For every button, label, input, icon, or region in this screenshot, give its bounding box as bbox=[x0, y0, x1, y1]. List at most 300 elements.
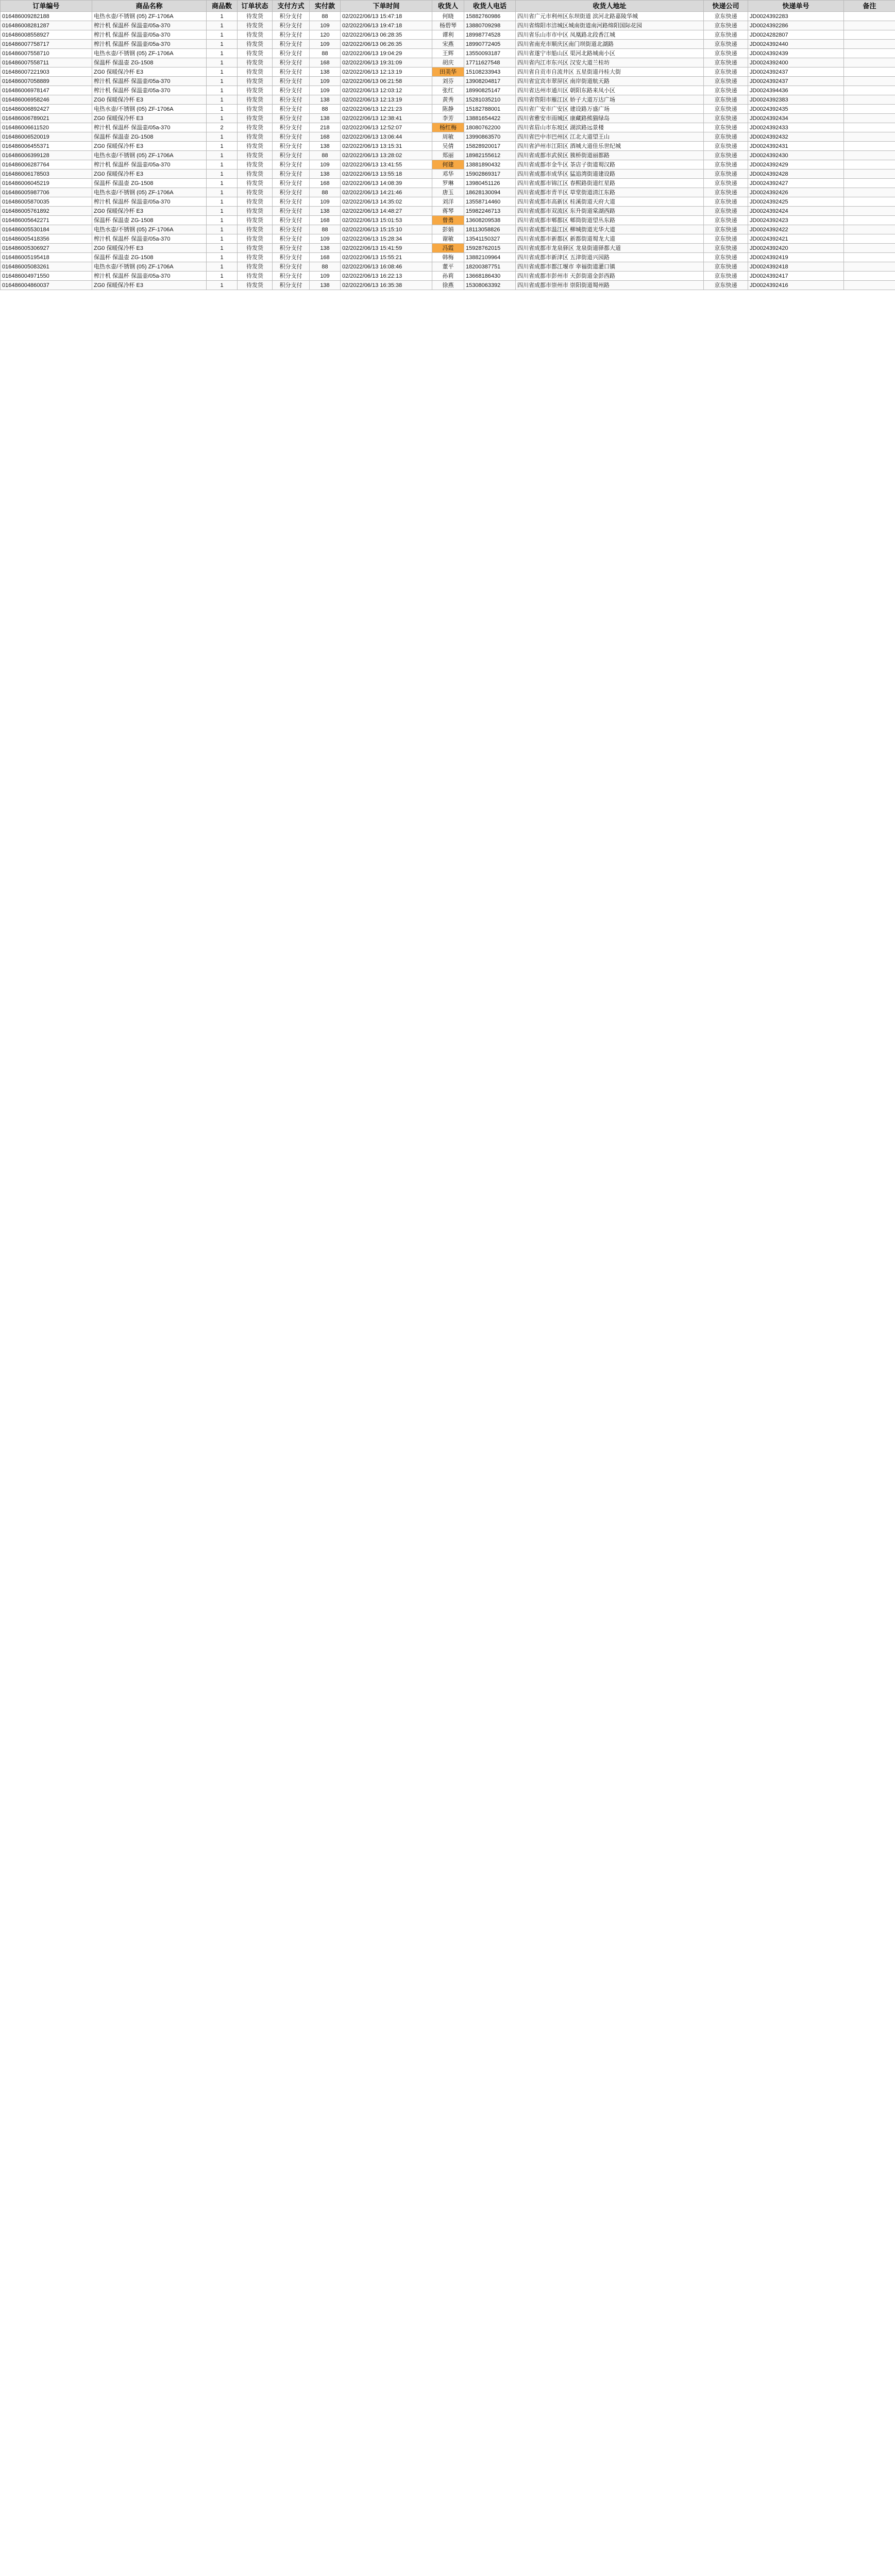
table-cell: 109 bbox=[310, 160, 341, 170]
table-cell: 02/2022/06/13 13:15:31 bbox=[341, 142, 432, 151]
table-cell: JD0024392426 bbox=[748, 188, 844, 197]
table-cell: 1 bbox=[207, 160, 238, 170]
table-cell: 四川省巴中市巴州区 江北大道望王山 bbox=[516, 132, 704, 142]
table-cell: 016486005083261 bbox=[1, 262, 92, 272]
table-cell: 88 bbox=[310, 151, 341, 160]
table-cell: 88 bbox=[310, 188, 341, 197]
table-row bbox=[1, 281, 895, 290]
table-cell: 待发货 bbox=[238, 188, 273, 197]
table-cell: ZG0 保暖保冷杯 E3 bbox=[92, 281, 207, 290]
table-cell: 京东快递 bbox=[704, 40, 748, 49]
table-cell: 13882109964 bbox=[464, 253, 516, 262]
table-cell: 1 bbox=[207, 142, 238, 151]
table-row bbox=[1, 77, 895, 86]
table-cell: 88 bbox=[310, 105, 341, 114]
table-cell: 四川省成都市彭州市 天彭街道金彭西路 bbox=[516, 272, 704, 281]
table-cell: 李芳 bbox=[432, 114, 464, 123]
table-cell bbox=[844, 67, 895, 77]
table-cell: 黄秀 bbox=[432, 95, 464, 105]
table-cell: 冯霞 bbox=[432, 244, 464, 253]
table-cell: 2 bbox=[207, 123, 238, 132]
table-cell: 待发货 bbox=[238, 30, 273, 40]
table-cell: 016486006045219 bbox=[1, 179, 92, 188]
table-cell bbox=[844, 114, 895, 123]
table-cell: 待发货 bbox=[238, 21, 273, 30]
table-cell: 1 bbox=[207, 207, 238, 216]
table-cell: 京东快递 bbox=[704, 197, 748, 207]
table-cell: 周敏 bbox=[432, 132, 464, 142]
table-cell: 13908204817 bbox=[464, 77, 516, 86]
table-cell: 138 bbox=[310, 142, 341, 151]
table-cell: 1 bbox=[207, 95, 238, 105]
table-cell: 109 bbox=[310, 234, 341, 244]
table-cell: JD0024392383 bbox=[748, 95, 844, 105]
table-cell: 18628130094 bbox=[464, 188, 516, 197]
table-cell: 电热水壶/不锈钢 (05) ZF-1706A bbox=[92, 151, 207, 160]
table-cell: 四川省成都市成华区 猛追湾街道建设路 bbox=[516, 170, 704, 179]
table-cell: 02/2022/06/13 12:38:41 bbox=[341, 114, 432, 123]
table-cell: 榨汁机 保温杯 保温壶/05a-370 bbox=[92, 21, 207, 30]
table-cell: 1 bbox=[207, 77, 238, 86]
table-cell: 四川省绵阳市涪城区城南街道南河路绵阳国际花园 bbox=[516, 21, 704, 30]
table-cell: 积分支付 bbox=[273, 170, 310, 179]
table-cell: 待发货 bbox=[238, 95, 273, 105]
table-row bbox=[1, 58, 895, 67]
table-cell: 1 bbox=[207, 244, 238, 253]
table-cell: 138 bbox=[310, 244, 341, 253]
table-row bbox=[1, 95, 895, 105]
table-cell: 四川省雅安市雨城区 康藏路熊猫绿岛 bbox=[516, 114, 704, 123]
table-cell: 积分支付 bbox=[273, 142, 310, 151]
table-cell: 18990825147 bbox=[464, 86, 516, 95]
table-cell: 016486005306927 bbox=[1, 244, 92, 253]
table-cell: 积分支付 bbox=[273, 114, 310, 123]
table-cell: 待发货 bbox=[238, 253, 273, 262]
column-header: 支付方式 bbox=[273, 1, 310, 12]
header-row bbox=[1, 1, 895, 12]
table-cell: 四川省自贡市自流井区 五星街道丹桂大街 bbox=[516, 67, 704, 77]
table-cell: 13550093187 bbox=[464, 49, 516, 58]
table-cell: JD0024392437 bbox=[748, 77, 844, 86]
table-cell: 168 bbox=[310, 216, 341, 225]
table-cell: 徐燕 bbox=[432, 281, 464, 290]
table-cell: 京东快递 bbox=[704, 67, 748, 77]
table-cell: JD0024392419 bbox=[748, 253, 844, 262]
table-cell: 1 bbox=[207, 234, 238, 244]
table-cell: 13668186430 bbox=[464, 272, 516, 281]
table-cell: 02/2022/06/13 13:28:02 bbox=[341, 151, 432, 160]
table-cell: 待发货 bbox=[238, 225, 273, 234]
table-cell: 榨汁机 保温杯 保温壶/05a-370 bbox=[92, 272, 207, 281]
table-cell: 京东快递 bbox=[704, 58, 748, 67]
table-cell: 13881890432 bbox=[464, 160, 516, 170]
table-cell: 四川省成都市双流区 东升街道棠湖西路 bbox=[516, 207, 704, 216]
table-cell: 016486006287764 bbox=[1, 160, 92, 170]
table-row bbox=[1, 86, 895, 95]
table-cell: ZG0 保暖保冷杯 E3 bbox=[92, 142, 207, 151]
table-cell: 18200387751 bbox=[464, 262, 516, 272]
table-cell: 1 bbox=[207, 179, 238, 188]
table-cell: 02/2022/06/13 12:52:07 bbox=[341, 123, 432, 132]
table-cell: JD0024392425 bbox=[748, 197, 844, 207]
table-cell: 1 bbox=[207, 67, 238, 77]
table-cell: 016486007221903 bbox=[1, 67, 92, 77]
table-cell: 016486006455371 bbox=[1, 142, 92, 151]
table-cell: 016486005418356 bbox=[1, 234, 92, 244]
table-cell: 榨汁机 保温杯 保温壶/05a-370 bbox=[92, 77, 207, 86]
table-cell: 积分支付 bbox=[273, 86, 310, 95]
table-row bbox=[1, 21, 895, 30]
table-cell: 积分支付 bbox=[273, 21, 310, 30]
table-cell: 王辉 bbox=[432, 49, 464, 58]
table-cell: 积分支付 bbox=[273, 216, 310, 225]
table-cell bbox=[844, 216, 895, 225]
table-cell: 宋燕 bbox=[432, 40, 464, 49]
table-cell: 待发货 bbox=[238, 105, 273, 114]
table-cell: 京东快递 bbox=[704, 95, 748, 105]
table-cell: ZG0 保暖保冷杯 E3 bbox=[92, 244, 207, 253]
table-cell: 1 bbox=[207, 40, 238, 49]
table-cell: 唐玉 bbox=[432, 188, 464, 197]
column-header: 备注 bbox=[844, 1, 895, 12]
table-cell: JD0024392417 bbox=[748, 272, 844, 281]
table-cell: 京东快递 bbox=[704, 188, 748, 197]
table-cell: JD0024392429 bbox=[748, 160, 844, 170]
table-cell: 四川省成都市新都区 新都街道蜀龙大道 bbox=[516, 234, 704, 244]
table-cell bbox=[844, 170, 895, 179]
table-cell: 02/2022/06/13 13:06:44 bbox=[341, 132, 432, 142]
table-cell: 四川省成都市都江堰市 幸福街道灌口镇 bbox=[516, 262, 704, 272]
table-cell: 积分支付 bbox=[273, 151, 310, 160]
table-cell: 积分支付 bbox=[273, 272, 310, 281]
table-cell: 168 bbox=[310, 179, 341, 188]
column-header: 订单编号 bbox=[1, 1, 92, 12]
table-cell: 京东快递 bbox=[704, 30, 748, 40]
table-cell: 积分支付 bbox=[273, 197, 310, 207]
table-cell: 138 bbox=[310, 170, 341, 179]
table-cell: 积分支付 bbox=[273, 49, 310, 58]
table-cell: 1 bbox=[207, 281, 238, 290]
table-cell bbox=[844, 40, 895, 49]
table-cell: 待发货 bbox=[238, 272, 273, 281]
table-cell bbox=[844, 123, 895, 132]
table-cell: 京东快递 bbox=[704, 216, 748, 225]
table-cell: 02/2022/06/13 16:08:46 bbox=[341, 262, 432, 272]
table-cell: 109 bbox=[310, 197, 341, 207]
table-cell: 京东快递 bbox=[704, 132, 748, 142]
table-cell: 京东快递 bbox=[704, 160, 748, 170]
table-cell: JD0024392423 bbox=[748, 216, 844, 225]
table-cell: 积分支付 bbox=[273, 105, 310, 114]
table-cell: 15108233943 bbox=[464, 67, 516, 77]
column-header: 实付款 bbox=[310, 1, 341, 12]
column-header: 快递公司 bbox=[704, 1, 748, 12]
table-cell: 88 bbox=[310, 262, 341, 272]
table-cell: 待发货 bbox=[238, 244, 273, 253]
table-cell: 02/2022/06/13 14:21:46 bbox=[341, 188, 432, 197]
table-cell: 1 bbox=[207, 105, 238, 114]
table-cell: 1 bbox=[207, 132, 238, 142]
table-cell: 138 bbox=[310, 281, 341, 290]
table-cell: 积分支付 bbox=[273, 225, 310, 234]
table-cell: 02/2022/06/13 15:47:18 bbox=[341, 12, 432, 21]
table-cell: 榨汁机 保温杯 保温壶/05a-370 bbox=[92, 197, 207, 207]
table-cell bbox=[844, 179, 895, 188]
table-cell: 168 bbox=[310, 253, 341, 262]
table-cell: 016486006958246 bbox=[1, 95, 92, 105]
table-cell: 13990863570 bbox=[464, 132, 516, 142]
table-cell bbox=[844, 244, 895, 253]
table-cell: 109 bbox=[310, 77, 341, 86]
table-cell: 四川省成都市金牛区 茶店子街道蜀汉路 bbox=[516, 160, 704, 170]
table-row bbox=[1, 244, 895, 253]
table-row bbox=[1, 114, 895, 123]
table-row bbox=[1, 216, 895, 225]
table-cell: 13608209538 bbox=[464, 216, 516, 225]
table-cell: 1 bbox=[207, 170, 238, 179]
column-header: 下单时间 bbox=[341, 1, 432, 12]
table-row bbox=[1, 170, 895, 179]
table-cell: 13541150327 bbox=[464, 234, 516, 244]
table-cell: 016486005870035 bbox=[1, 197, 92, 207]
table-cell: 1 bbox=[207, 272, 238, 281]
table-cell bbox=[844, 77, 895, 86]
column-header: 订单状态 bbox=[238, 1, 273, 12]
table-cell: JD0024392424 bbox=[748, 207, 844, 216]
table-cell: ZG0 保暖保冷杯 E3 bbox=[92, 95, 207, 105]
table-cell bbox=[844, 253, 895, 262]
table-cell: 京东快递 bbox=[704, 114, 748, 123]
table-cell: JD0024392400 bbox=[748, 58, 844, 67]
table-cell: 15928762015 bbox=[464, 244, 516, 253]
table-cell: 15982246713 bbox=[464, 207, 516, 216]
table-cell: JD0024392440 bbox=[748, 40, 844, 49]
table-cell: 四川省成都市锦江区 春熙路街道红星路 bbox=[516, 179, 704, 188]
table-cell: 京东快递 bbox=[704, 123, 748, 132]
table-cell: 1 bbox=[207, 151, 238, 160]
table-cell: 积分支付 bbox=[273, 123, 310, 132]
table-cell: 016486007558711 bbox=[1, 58, 92, 67]
column-header: 商品数 bbox=[207, 1, 238, 12]
table-cell bbox=[844, 281, 895, 290]
table-cell: 待发货 bbox=[238, 262, 273, 272]
table-cell: 孙莉 bbox=[432, 272, 464, 281]
table-cell: 待发货 bbox=[238, 12, 273, 21]
table-cell: 15882760986 bbox=[464, 12, 516, 21]
table-cell: 1 bbox=[207, 21, 238, 30]
table-cell: JD0024392422 bbox=[748, 225, 844, 234]
table-cell: 1 bbox=[207, 49, 238, 58]
table-cell: 02/2022/06/13 14:48:27 bbox=[341, 207, 432, 216]
table-cell: 何建 bbox=[432, 160, 464, 170]
table-cell: 1 bbox=[207, 225, 238, 234]
table-cell: 1 bbox=[207, 86, 238, 95]
table-cell: 待发货 bbox=[238, 170, 273, 179]
table-cell: 109 bbox=[310, 21, 341, 30]
table-cell: 积分支付 bbox=[273, 67, 310, 77]
table-cell: 02/2022/06/13 15:55:21 bbox=[341, 253, 432, 262]
table-cell: 彭娟 bbox=[432, 225, 464, 234]
table-cell: 016486006399128 bbox=[1, 151, 92, 160]
table-cell: 曾勇 bbox=[432, 216, 464, 225]
table-cell: 京东快递 bbox=[704, 21, 748, 30]
table-cell: 02/2022/06/13 15:01:53 bbox=[341, 216, 432, 225]
table-cell: 积分支付 bbox=[273, 77, 310, 86]
table-cell: 02/2022/06/13 16:22:13 bbox=[341, 272, 432, 281]
table-cell bbox=[844, 30, 895, 40]
table-cell: 109 bbox=[310, 40, 341, 49]
table-cell: JD0024392430 bbox=[748, 151, 844, 160]
table-cell: 218 bbox=[310, 123, 341, 132]
table-cell: 四川省资阳市雁江区 娇子大道万达广场 bbox=[516, 95, 704, 105]
table-cell: 016486006520019 bbox=[1, 132, 92, 142]
table-cell: 京东快递 bbox=[704, 281, 748, 290]
table-cell: 15308063392 bbox=[464, 281, 516, 290]
table-cell: 109 bbox=[310, 272, 341, 281]
table-cell: 待发货 bbox=[238, 67, 273, 77]
table-cell: 138 bbox=[310, 95, 341, 105]
table-cell: 京东快递 bbox=[704, 142, 748, 151]
table-cell: 刘芬 bbox=[432, 77, 464, 86]
table-cell: 待发货 bbox=[238, 49, 273, 58]
table-cell: 13880709298 bbox=[464, 21, 516, 30]
table-cell: 88 bbox=[310, 225, 341, 234]
table-cell bbox=[844, 49, 895, 58]
table-cell: 待发货 bbox=[238, 216, 273, 225]
table-cell: 016486004860037 bbox=[1, 281, 92, 290]
table-cell bbox=[844, 142, 895, 151]
table-cell: 待发货 bbox=[238, 207, 273, 216]
table-cell: JD0024392437 bbox=[748, 67, 844, 77]
table-cell: 郑丽 bbox=[432, 151, 464, 160]
table-cell: 积分支付 bbox=[273, 30, 310, 40]
table-cell: JD0024394436 bbox=[748, 86, 844, 95]
table-cell: 京东快递 bbox=[704, 234, 748, 244]
table-cell: ZG0 保暖保冷杯 E3 bbox=[92, 67, 207, 77]
table-cell: 02/2022/06/13 06:21:58 bbox=[341, 77, 432, 86]
table-body bbox=[1, 12, 895, 290]
table-cell: 待发货 bbox=[238, 281, 273, 290]
table-cell: 杨碧琴 bbox=[432, 21, 464, 30]
table-cell: 1 bbox=[207, 12, 238, 21]
table-cell: 待发货 bbox=[238, 142, 273, 151]
table-cell bbox=[844, 12, 895, 21]
table-cell: 京东快递 bbox=[704, 151, 748, 160]
table-cell bbox=[844, 207, 895, 216]
table-cell: 榨汁机 保温杯 保温壶/05a-370 bbox=[92, 40, 207, 49]
table-cell: 15828920017 bbox=[464, 142, 516, 151]
table-cell: 02/2022/06/13 06:28:35 bbox=[341, 30, 432, 40]
table-cell: JD0024282807 bbox=[748, 30, 844, 40]
table-cell: 待发货 bbox=[238, 77, 273, 86]
table-cell bbox=[844, 132, 895, 142]
table-cell: 积分支付 bbox=[273, 132, 310, 142]
table-cell: 蒋琴 bbox=[432, 207, 464, 216]
table-cell bbox=[844, 225, 895, 234]
table-cell bbox=[844, 151, 895, 160]
table-row bbox=[1, 49, 895, 58]
table-cell: 02/2022/06/13 12:13:19 bbox=[341, 67, 432, 77]
table-cell: JD0024392416 bbox=[748, 281, 844, 290]
table-cell: 积分支付 bbox=[273, 244, 310, 253]
table-cell: 何晓 bbox=[432, 12, 464, 21]
table-cell: 京东快递 bbox=[704, 12, 748, 21]
table-cell: 待发货 bbox=[238, 151, 273, 160]
table-cell: 02/2022/06/13 15:28:34 bbox=[341, 234, 432, 244]
table-cell: 积分支付 bbox=[273, 253, 310, 262]
table-cell: 13558714460 bbox=[464, 197, 516, 207]
table-cell: 016486005195418 bbox=[1, 253, 92, 262]
table-cell: 京东快递 bbox=[704, 253, 748, 262]
table-cell: 02/2022/06/13 19:04:29 bbox=[341, 49, 432, 58]
table-cell: 016486005530184 bbox=[1, 225, 92, 234]
table-cell: 17711627548 bbox=[464, 58, 516, 67]
table-cell: 168 bbox=[310, 58, 341, 67]
table-cell: 积分支付 bbox=[273, 188, 310, 197]
table-row bbox=[1, 272, 895, 281]
table-cell: 积分支付 bbox=[273, 281, 310, 290]
column-header: 收货人地址 bbox=[516, 1, 704, 12]
table-cell: 1 bbox=[207, 114, 238, 123]
table-cell: 积分支付 bbox=[273, 234, 310, 244]
table-cell: 四川省成都市郫都区 郫筒街道望丛东路 bbox=[516, 216, 704, 225]
table-cell: 待发货 bbox=[238, 234, 273, 244]
table-row bbox=[1, 207, 895, 216]
table-cell: 四川省成都市青羊区 草堂街道清江东路 bbox=[516, 188, 704, 197]
table-cell: 张红 bbox=[432, 86, 464, 95]
table-cell: 02/2022/06/13 13:55:18 bbox=[341, 170, 432, 179]
table-cell: 15902869317 bbox=[464, 170, 516, 179]
table-cell: 陈静 bbox=[432, 105, 464, 114]
table-cell: 02/2022/06/13 13:41:55 bbox=[341, 160, 432, 170]
table-cell bbox=[844, 21, 895, 30]
table-cell: 榨汁机 保温杯 保温壶/05a-370 bbox=[92, 160, 207, 170]
table-cell: 016486006178503 bbox=[1, 170, 92, 179]
table-cell: 88 bbox=[310, 49, 341, 58]
table-cell: 1 bbox=[207, 58, 238, 67]
table-cell: JD0024392434 bbox=[748, 114, 844, 123]
table-cell: 电热水壶/不锈钢 (05) ZF-1706A bbox=[92, 262, 207, 272]
table-row bbox=[1, 142, 895, 151]
table-cell: 保温杯 保温壶 ZG-1508 bbox=[92, 132, 207, 142]
table-cell: 四川省遂宁市船山区 渠河北路城南小区 bbox=[516, 49, 704, 58]
column-header: 收货人 bbox=[432, 1, 464, 12]
table-cell: 待发货 bbox=[238, 179, 273, 188]
table-cell bbox=[844, 234, 895, 244]
table-cell: 02/2022/06/13 06:26:35 bbox=[341, 40, 432, 49]
order-table bbox=[0, 0, 895, 290]
table-cell: 罗琳 bbox=[432, 179, 464, 188]
table-cell: 田美华 bbox=[432, 67, 464, 77]
table-row bbox=[1, 151, 895, 160]
table-cell: 吴倩 bbox=[432, 142, 464, 151]
table-cell: 18982155612 bbox=[464, 151, 516, 160]
table-cell: 02/2022/06/13 14:35:02 bbox=[341, 197, 432, 207]
table-cell: 1 bbox=[207, 253, 238, 262]
table-cell: 016486006978147 bbox=[1, 86, 92, 95]
table-cell: 待发货 bbox=[238, 132, 273, 142]
column-header: 快递单号 bbox=[748, 1, 844, 12]
table-row bbox=[1, 253, 895, 262]
table-cell bbox=[844, 105, 895, 114]
table-cell: 榨汁机 保温杯 保温壶/05a-370 bbox=[92, 30, 207, 40]
table-cell: 109 bbox=[310, 86, 341, 95]
table-cell: JD0024392418 bbox=[748, 262, 844, 272]
table-row bbox=[1, 179, 895, 188]
table-cell: 京东快递 bbox=[704, 262, 748, 272]
table-cell: 待发货 bbox=[238, 123, 273, 132]
table-cell: 15281035210 bbox=[464, 95, 516, 105]
